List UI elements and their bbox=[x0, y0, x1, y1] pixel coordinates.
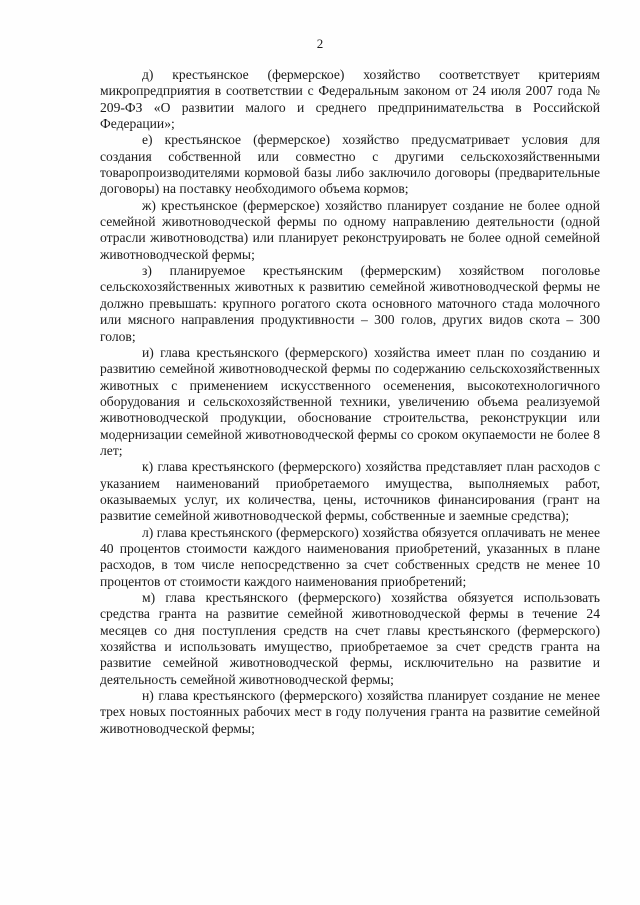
paragraph-d: д) крестьянское (фермерское) хозяйство соответствует критериям микропредприятия в соответствии с Федеральным законом от 24 июля 2007 года № 209-ФЗ «О развитии малого и среднего предпринимательства в Российской Федерации»; bbox=[100, 67, 600, 132]
paragraph-z: з) планируемое крестьянским (фермерским) хозяйством поголовье сельскохозяйственных животных к развитию семейной животноводческой фермы не должно превышать: крупного рогатого скота основного маточного стада молочного или мясного направления продуктивности – 300 голов, других видов скота – 300 голов; bbox=[100, 263, 600, 344]
paragraph-e: е) крестьянское (фермерское) хозяйство предусматривает условия для создания собственной или совместно с другими сельскохозяйственными товаропроизводителями кормовой базы либо заключило договоры (предварительные договоры) на поставку необходимого объема кормов; bbox=[100, 132, 600, 197]
paragraph-k: к) глава крестьянского (фермерского) хозяйства представляет план расходов с указанием наименований приобретаемого имущества, выполняемых работ, оказываемых услуг, их количества, цены, источников финансирования (грант на развитие семейной животноводческой фермы, собственные и заемные средства); bbox=[100, 459, 600, 524]
paragraph-l: л) глава крестьянского (фермерского) хозяйства обязуется оплачивать не менее 40 процентов стоимости каждого наименования приобретений, указанных в плане расходов, в том числе непосредственно за счет собственных средств не менее 10 процентов от стоимости каждого наименования приобретений; bbox=[100, 524, 600, 589]
paragraph-i: и) глава крестьянского (фермерского) хозяйства имеет план по созданию и развитию семейной животноводческой фермы по содержанию сельскохозяйственных животных с применением искусственного осеменения, высокотехнологичного оборудования и сельскохозяйственной техники, увеличению объема реализуемой животноводческой продукции, обоснование строительства, реконструкции или модернизации семейной животноводческой фермы со сроком окупаемости не более 8 лет; bbox=[100, 344, 600, 458]
paragraph-zh: ж) крестьянское (фермерское) хозяйство планирует создание не более одной семейной животноводческой фермы по одному направлению деятельности (одной отрасли животноводства) или планирует реконструировать не более одной семейной животноводческой фермы; bbox=[100, 197, 600, 262]
document-body bbox=[100, 67, 600, 737]
paragraph-n: н) глава крестьянского (фермерского) хозяйства планирует создание не менее трех новых постоянных рабочих мест в году получения гранта на развитие семейной животноводческой фермы; bbox=[100, 688, 600, 736]
paragraph-m: м) глава крестьянского (фермерского) хозяйства обязуется использовать средства гранта на развитие семейной животноводческой фермы в течение 24 месяцев со дня поступления средств на счет главы крестьянского (фермерского) хозяйства и использовать имущество, приобретаемое за счет средств гранта на развитие семейной животноводческой фермы, исключительно на развитие и деятельность семейной животноводческой фермы; bbox=[100, 590, 600, 687]
page-number: 2 bbox=[316, 36, 324, 51]
